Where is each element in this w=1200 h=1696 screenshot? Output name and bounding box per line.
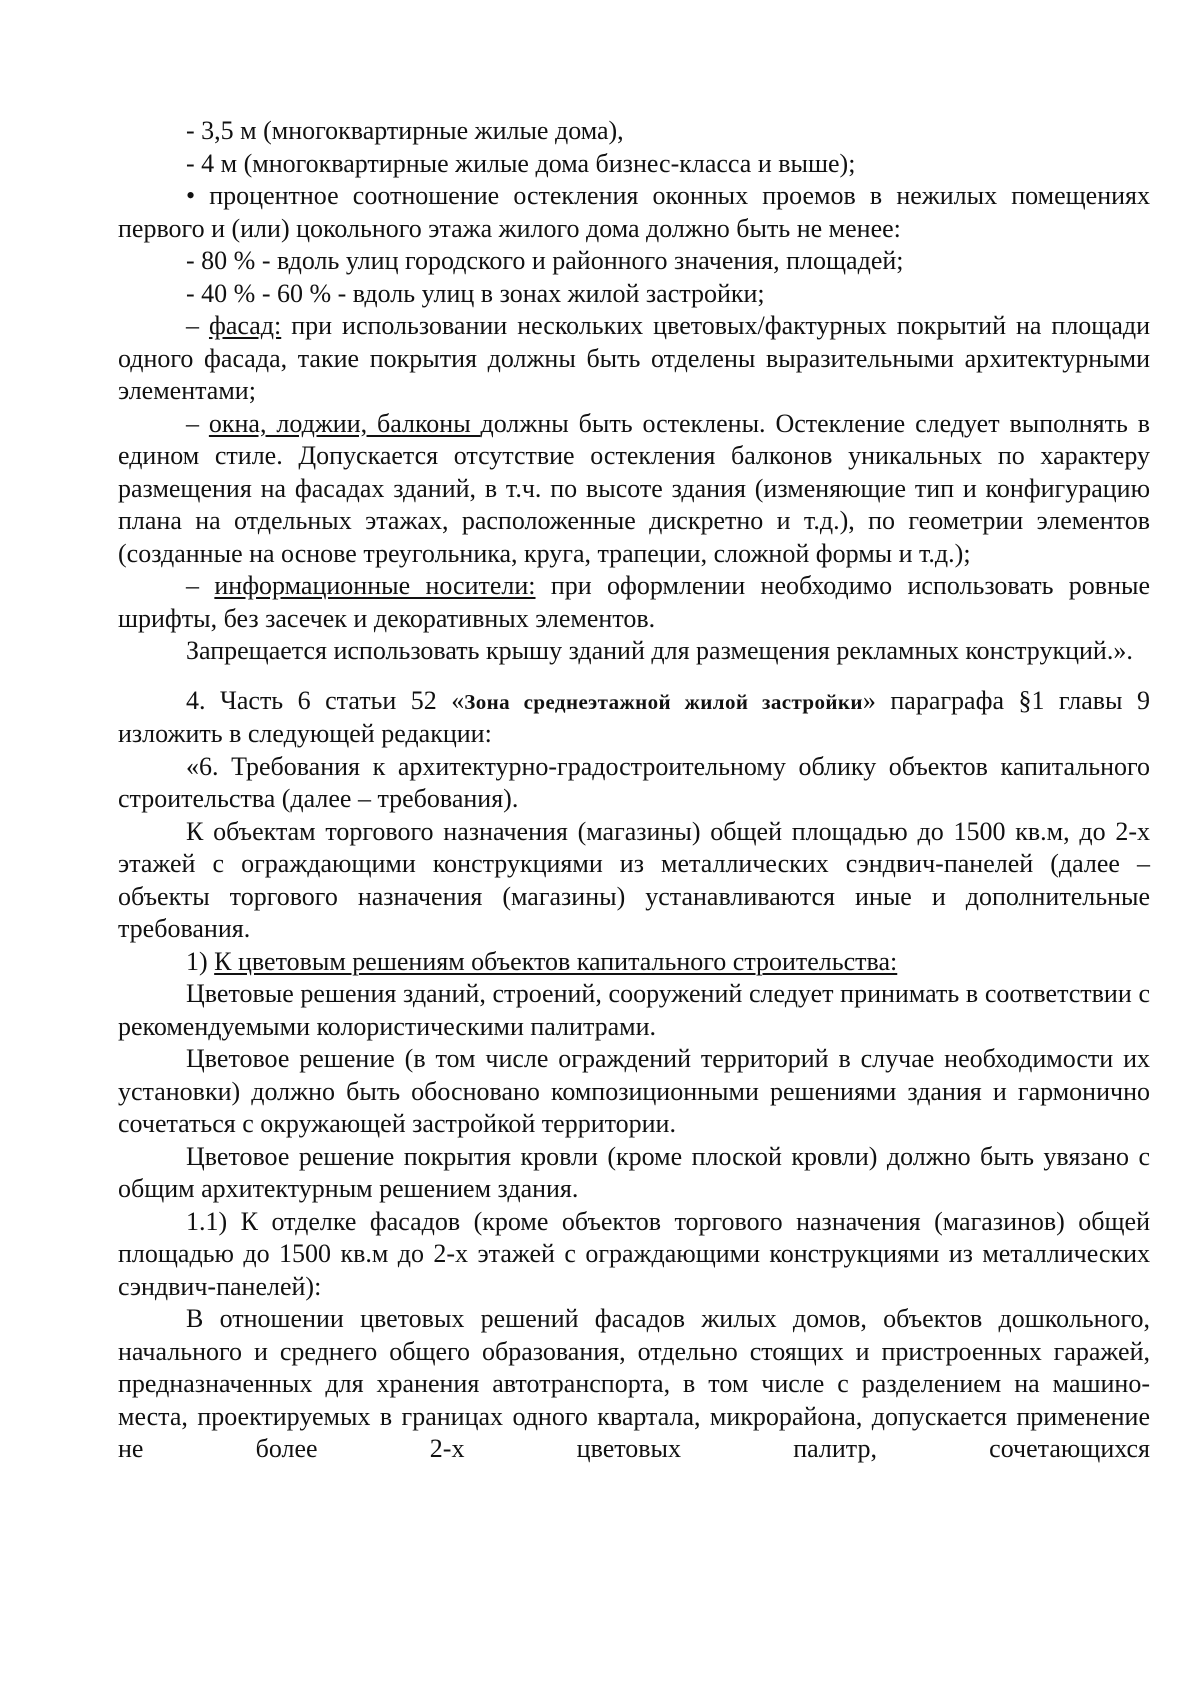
- paragraph-text: при использовании нескольких цветовых/фактурных покрытий на площади одного фасада, такие покрытия должны быть отделены выразительными архитектурными элементами;: [118, 311, 1151, 405]
- term-info-carriers: информационные носители:: [214, 571, 536, 600]
- paragraph-roof-color: Цветовое решение покрытия кровли (кроме плоской кровли) должно быть увязано с общим архитектурным решением здания.: [118, 1141, 1150, 1203]
- paragraph-color-composition: Цветовое решение (в том числе ограждений территорий в случае необходимости их установки) должно быть обосновано композиционными решениями здания и гармонично сочетаться с окружающей застройкой территории.: [118, 1044, 1150, 1138]
- list-item-height-apartment: - 3,5 м (многоквартирные жилые дома),: [186, 116, 624, 145]
- paragraph-text: должны быть остеклены. Остекление следует выполнять в едином стиле. Допускается отсутствие остекления балконов уникальных по характеру размещения на фасадах зданий, в т.ч. по высоте здания (изменяющие тип и конфигурацию плана на отдельных этажах, расположенные дискретно и т.д.), по геометрии элементов (созданные на основе треугольника, круга, трапеции, сложной формы и т.д.);: [118, 408, 1150, 568]
- dash: –: [186, 571, 215, 600]
- paragraph-color-palettes: Цветовые решения зданий, строений, сооружений следует принимать в соответствии с рекомендуемыми колористическими палитрами.: [118, 979, 1150, 1041]
- list-item-glazing-80: - 80 % - вдоль улиц городского и районного значения, площадей;: [186, 246, 904, 275]
- paragraph-text: 4. Часть 6 статьи 52 «: [186, 685, 465, 715]
- paragraph-facade-palettes: В отношении цветовых решений фасадов жилых домов, объектов дошкольного, начального и среднего общего образования, отдельно стоящих и пристроенных гаражей, предназначенных для хранения автотранспорта, в том числе с разделением на машино-места, проектируемых в границах одного квартала, микрорайона, допускается применение не более 2-х цветовых палитр, сочетающихся: [118, 1304, 1150, 1463]
- item-number: 1): [186, 946, 215, 976]
- dash: –: [186, 408, 209, 438]
- paragraph-retail-objects: К объектам торгового назначения (магазины) общей площадью до 1500 кв.м, до 2-х этажей с ограждающими конструкциями из металлических сэндвич-панелей (далее – объекты торгового назначения (магазины) устанавливаются иные и дополнительные требования.: [118, 816, 1150, 943]
- paragraph-text: » параграфа §1 главы 9 изложить в следующей редакции:: [118, 685, 1150, 748]
- paragraph-info-carriers: [118, 570, 1150, 635]
- paragraph-roof-ban: Запрещается использовать крышу зданий для размещения рекламных конструкций.».: [186, 636, 1133, 665]
- paragraph-item-4: [118, 685, 1150, 751]
- paragraph-glazing-ratio: • процентное соотношение остекления оконных проемов в нежилых помещениях первого и (или) цокольного этажа жилого дома должно быть не менее:: [118, 181, 1150, 243]
- paragraph-facade-finishing: 1.1) К отделке фасадов (кроме объектов торгового назначения (магазинов) общей площадью до 1500 кв.м до 2-х этажей с ограждающими конструкциями из металлических сэндвич-панелей):: [118, 1206, 1150, 1301]
- paragraph-facade: [118, 310, 1150, 408]
- term-facade: фасад:: [208, 311, 282, 340]
- list-item-height-business: - 4 м (многоквартирные жилые дома бизнес-класса и выше);: [186, 148, 856, 178]
- dash: –: [186, 311, 209, 340]
- paragraph-requirements-6: «6. Требования к архитектурно-градостроительному облику объектов капитального строительства (далее – требования).: [118, 751, 1150, 813]
- heading-text: К цветовым решениям объектов капитального строительства:: [214, 946, 898, 976]
- paragraph-windows: [118, 408, 1150, 571]
- document-body: [118, 115, 1150, 1466]
- list-item-glazing-40-60: - 40 % - 60 % - вдоль улиц в зонах жилой застройки;: [186, 278, 765, 308]
- heading-color-solutions: [118, 946, 1150, 979]
- zone-title: Зона среднеэтажной жилой застройки: [464, 689, 863, 714]
- spacer: [118, 668, 1150, 685]
- paragraph-text: при оформлении необходимо использовать ровные шрифты, без засечек и декоративных элементов.: [118, 571, 1151, 633]
- term-windows: окна, лоджии, балконы: [208, 408, 481, 438]
